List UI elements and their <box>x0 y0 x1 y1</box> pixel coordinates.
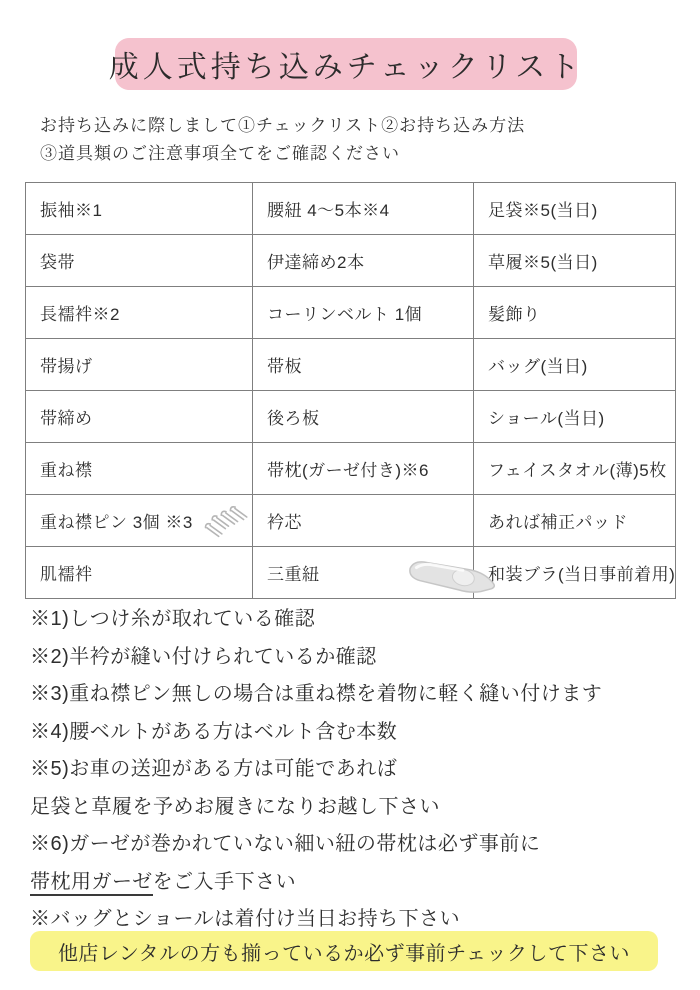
checklist-cell: 肌襦袢 <box>26 547 253 599</box>
checklist-cell: 伊達締め2本 <box>253 235 474 287</box>
checklist-cell: 帯締め <box>26 391 253 443</box>
intro-text <box>40 112 525 168</box>
table-row <box>26 235 676 287</box>
sanju-himo-clip-image <box>401 555 501 606</box>
checklist-cell: ショール(当日) <box>474 391 676 443</box>
checklist-cell: 帯揚げ <box>26 339 253 391</box>
note-1: ※1)しつけ糸が取れている確認 <box>30 608 316 630</box>
checklist-cell: 帯枕(ガーゼ付き)※6 <box>253 443 474 495</box>
note-3: ※3)重ね襟ピン無しの場合は重ね襟を着物に軽く縫い付けます <box>30 683 603 705</box>
table-row <box>26 339 676 391</box>
gauze-rest-text: をご入手下さい <box>152 870 297 893</box>
checklist-cell: 袋帯 <box>26 235 253 287</box>
table-row <box>26 287 676 339</box>
page-title-banner <box>108 38 584 90</box>
intro-line-1: お持ち込みに際しまして①チェックリスト②お持ち込み方法 <box>40 116 526 135</box>
checklist-table <box>25 182 676 599</box>
note-6-continuation <box>30 864 602 902</box>
note-6: ※6)ガーゼが巻かれていない細い紐の帯枕は必ず事前に <box>30 833 541 855</box>
checklist-cell: 髪飾り <box>474 287 676 339</box>
table-row <box>26 391 676 443</box>
checklist-cell: 腰紐 4～5本※4 <box>253 183 474 235</box>
table-row <box>26 547 676 599</box>
checklist-cell <box>26 495 253 547</box>
checklist-cell: 草履※5(当日) <box>474 235 676 287</box>
checklist-cell: 後ろ板 <box>253 391 474 443</box>
table-row <box>26 495 676 547</box>
checklist-cell: 帯板 <box>253 339 474 391</box>
kasane-eri-pins-image <box>201 504 253 543</box>
footnotes <box>30 601 602 939</box>
note-4: ※4)腰ベルトがある方はベルト含む本数 <box>30 720 398 743</box>
note-bag-shawl: ※バッグとショールは着付け当日お持ち下さい <box>30 908 461 930</box>
checklist-cell: 足袋※5(当日) <box>474 183 676 235</box>
note-5: ※5)お車の送迎がある方は可能であれば <box>30 758 398 780</box>
gauze-underlined-text: 帯枕用ガーゼ <box>30 871 153 896</box>
checklist-cell: 長襦袢※2 <box>26 287 253 339</box>
page-title: 成人式持ち込みチェックリスト <box>108 51 584 84</box>
checklist-cell: 振袖※1 <box>26 183 253 235</box>
intro-line-2: ③道具類のご注意事項全てをご確認ください <box>40 144 400 163</box>
highlight-warning-text: 他店レンタルの方も揃っているか必ず事前チェックして下さい <box>57 942 631 965</box>
table-row <box>26 183 676 235</box>
checklist-cell: あれば補正パッド <box>474 495 676 547</box>
checklist-cell: コーリンベルト 1個 <box>253 287 474 339</box>
checklist-cell <box>253 547 474 599</box>
checklist-cell: 重ね襟 <box>26 443 253 495</box>
checklist-cell-label: 重ね襟ピン 3個 ※3 <box>40 513 193 532</box>
table-row <box>26 443 676 495</box>
checklist-cell: 和装ブラ(当日事前着用) <box>474 547 676 599</box>
note-2: ※2)半衿が縫い付けられているか確認 <box>30 645 377 668</box>
checklist-cell: バッグ(当日) <box>474 339 676 391</box>
note-5-continuation: 足袋と草履を予めお履きになりお越し下さい <box>30 795 440 818</box>
checklist-cell-label: 三重紐 <box>267 565 320 584</box>
checklist-cell: 衿芯 <box>253 495 474 547</box>
highlight-warning-bar <box>30 931 658 971</box>
checklist-cell: フェイスタオル(薄)5枚 <box>474 443 676 495</box>
